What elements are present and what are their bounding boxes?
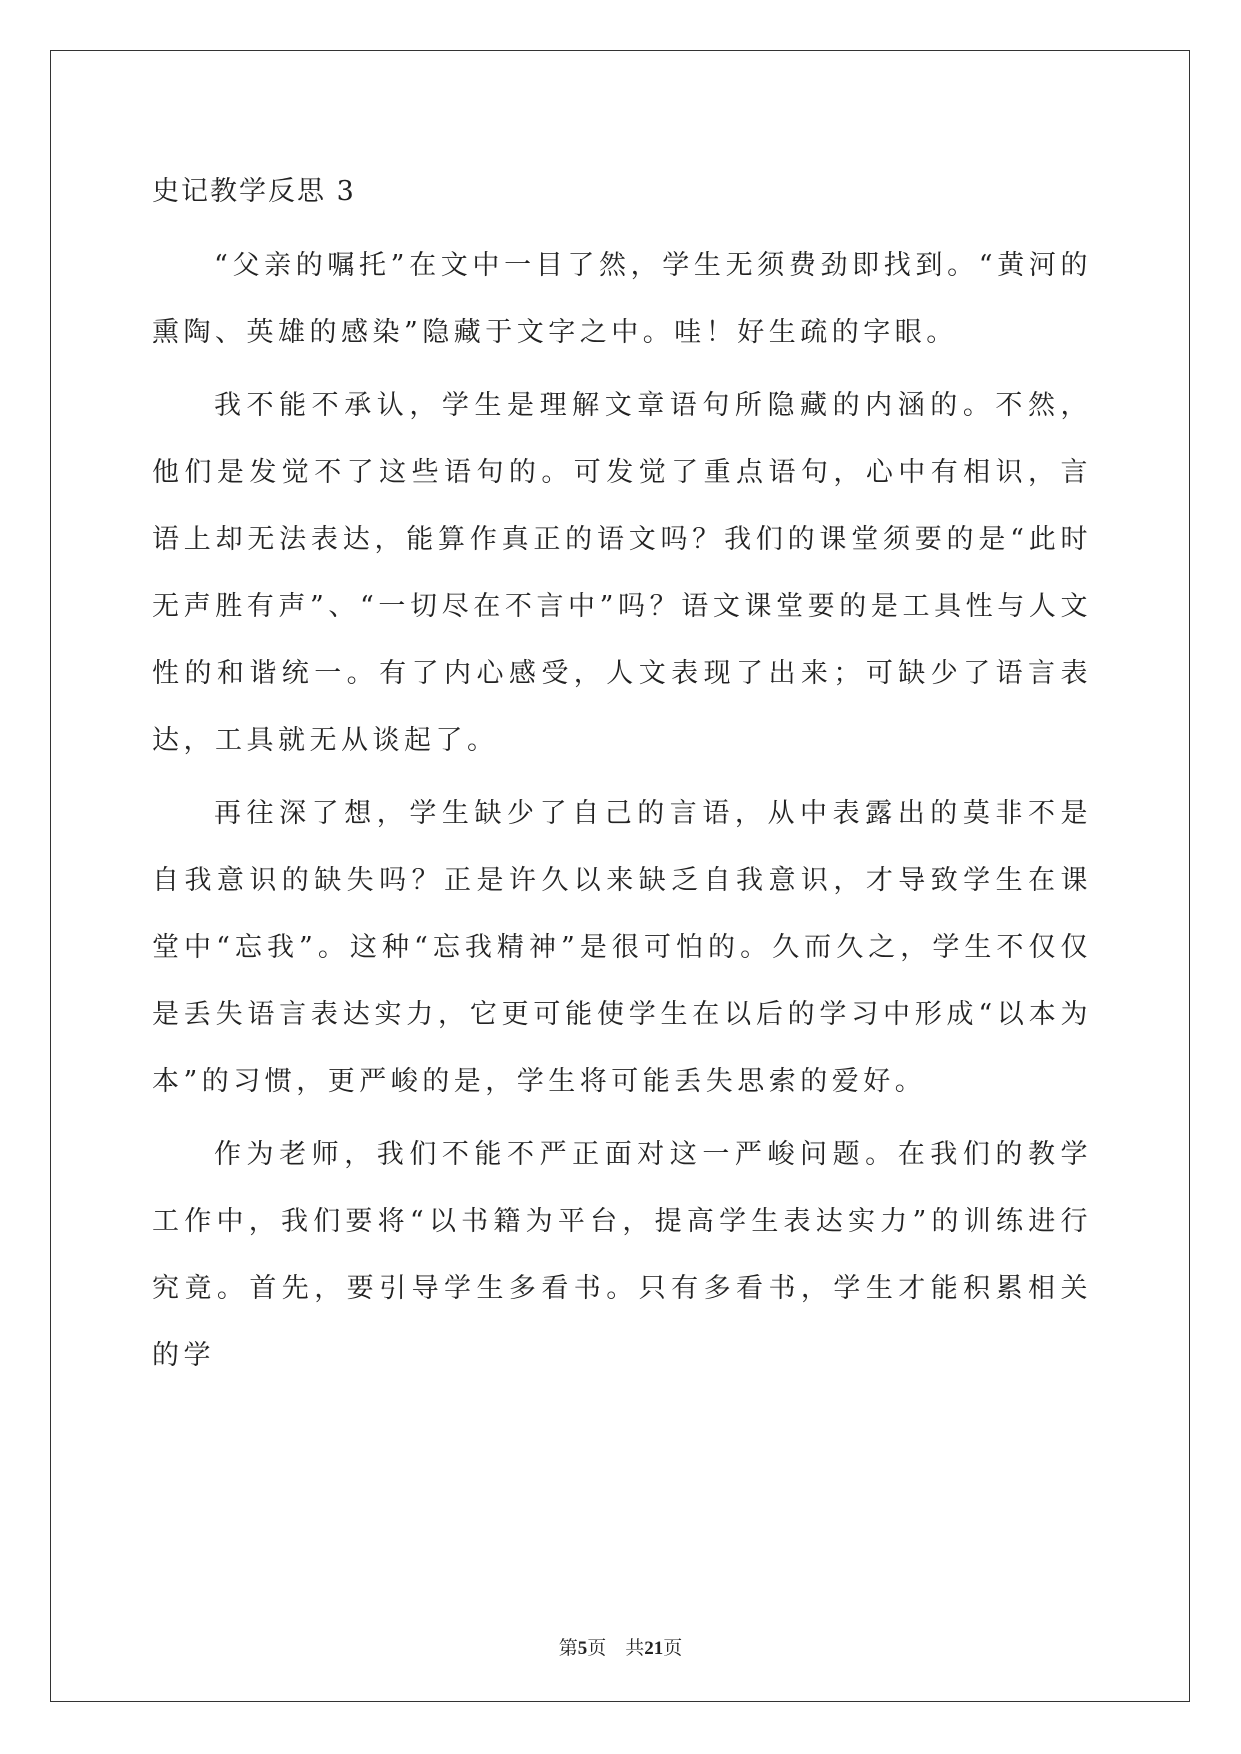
current-page-number: 5 bbox=[577, 1638, 588, 1659]
page-suffix: 页 bbox=[587, 1638, 607, 1659]
paragraph: “父亲的嘱托”在文中一目了然，学生无须费劲即找到。“黄河的熏陶、英雄的感染”隐藏于文字之中。哇！好生疏的字眼。 bbox=[152, 250, 1092, 348]
paragraph: 我不能不承认，学生是理解文章语句所隐藏的内涵的。不然，他们是发觉不了这些语句的。可发觉了重点语句，心中有相识，言语上却无法表达，能算作真正的语文吗？我们的课堂须要的是“此时无声胜有声”、“一切尽在不言中”吗？语文课堂要的是工具性与人文性的和谐统一。有了内心感受，人文表现了出来；可缺少了语言表达，工具就无从谈起了。 bbox=[152, 390, 1092, 756]
paragraph: 再往深了想，学生缺少了自己的言语，从中表露出的莫非不是自我意识的缺失吗？正是许久以来缺乏自我意识，才导致学生在课堂中“忘我”。这种“忘我精神”是很可怕的。久而久之，学生不仅仅是丢失语言表达实力，它更可能使学生在以后的学习中形成“以本为本”的习惯，更严峻的是，学生将可能丢失思索的爱好。 bbox=[152, 798, 1092, 1097]
page-footer bbox=[0, 1633, 1241, 1660]
page-prefix: 第 bbox=[558, 1638, 578, 1659]
total-pages-number: 21 bbox=[644, 1638, 664, 1659]
document-body bbox=[152, 160, 1092, 1395]
total-suffix: 页 bbox=[663, 1638, 683, 1659]
document-title: 史记教学反思 3 bbox=[152, 176, 356, 207]
paragraph: 作为老师，我们不能不严正面对这一严峻问题。在我们的教学工作中，我们要将“以书籍为平台，提高学生表达实力”的训练进行究竟。首先，要引导学生多看书。只有多看书，学生才能积累相关的学 bbox=[152, 1139, 1092, 1371]
total-prefix: 共 bbox=[625, 1638, 645, 1659]
